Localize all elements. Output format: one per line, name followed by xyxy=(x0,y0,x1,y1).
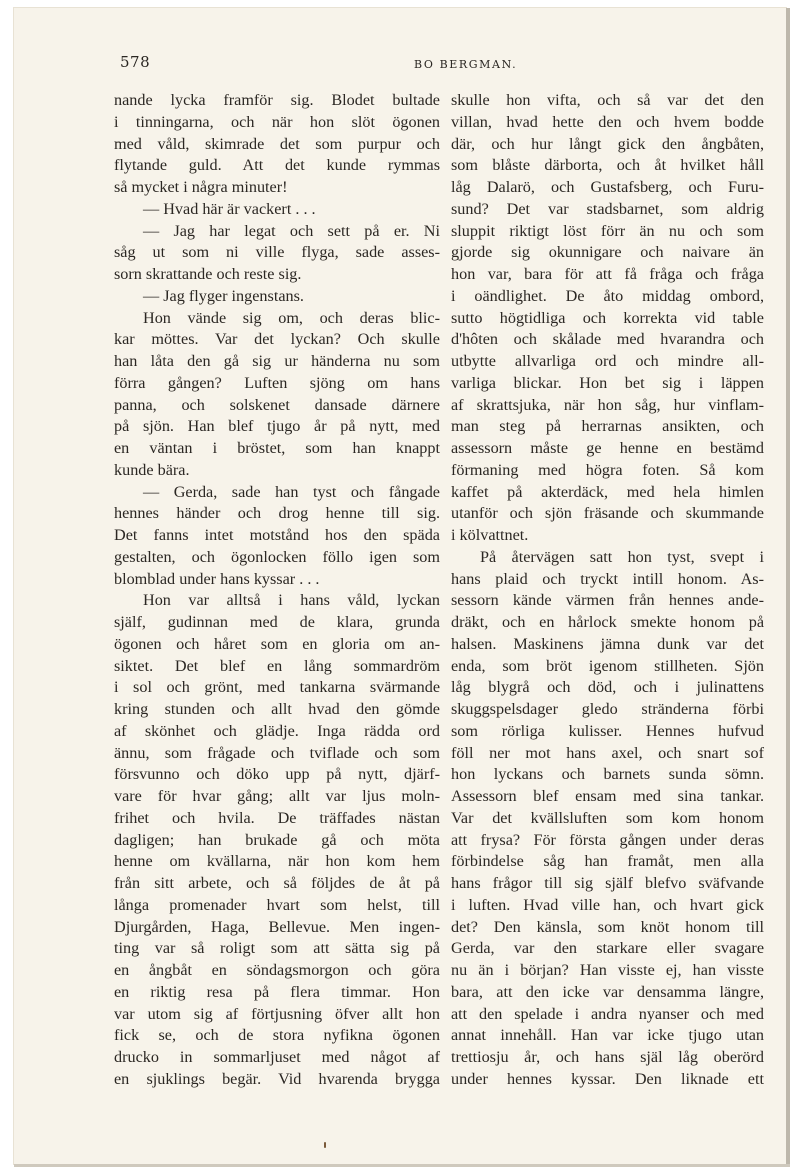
text-line: en ångbåt en söndagsmorgon och göra xyxy=(114,961,440,979)
text-line: i luften. Hvad ville han, och hvart gick xyxy=(451,895,764,914)
text-line: Det fanns intet motstånd hos den späda xyxy=(114,526,440,544)
text-line: föll ner mot hans axel, och snart sof xyxy=(451,743,764,762)
text-line: ännu, som frågade och tviflade och som xyxy=(114,743,440,762)
ink-speck xyxy=(324,1142,326,1148)
text-line: hans frågor till sig själf blefvo sväfvande xyxy=(451,874,764,892)
text-line: skulle hon vifta, och så var det den xyxy=(451,91,764,109)
text-line: frihet och hvila. De träffades nästan xyxy=(114,808,440,827)
text-line: försvunno och döko upp på nytt, djärf- xyxy=(114,765,440,784)
text-line: var utom sig af förtjusning öfver allt hon xyxy=(114,1004,440,1023)
text-line: kaffet på akterdäck, med hela himlen xyxy=(451,482,764,501)
text-line: hon var, bara för att få fråga och fråga xyxy=(451,265,764,283)
text-line: ögonen och håret som en gloria om an- xyxy=(114,634,440,653)
text-line: att frysa? För första gången under deras xyxy=(451,830,764,849)
page-number: 578 xyxy=(120,53,151,71)
text-line: skuggspelsdager gledo stränderna förbi xyxy=(451,700,764,718)
text-line: förra gången? Luften sjöng om hans xyxy=(114,373,440,392)
text-line: gjorde sig okunnigare och naivare än xyxy=(451,243,764,262)
text-line: assessorn måste ge henne en bestämd xyxy=(451,439,764,457)
right-text-column xyxy=(451,90,764,1091)
text-line: på sjön. Han blef tjugo år på nytt, med xyxy=(114,417,440,436)
page-edge-shadow-bottom xyxy=(14,1164,790,1167)
text-line: af skönhet och glädje. Inga rädda ord xyxy=(114,721,440,740)
text-line: hon lyckans och barnets sunda sömn. xyxy=(451,765,764,784)
text-line: blomblad under hans kyssar . . . xyxy=(114,569,320,588)
text-line: — Jag flyger ingenstans. xyxy=(143,286,304,305)
text-line: panna, och solskenet dansade därnere xyxy=(114,395,440,414)
text-line: sluppit riktigt löst förr än nu och som xyxy=(451,221,764,240)
text-line: — Gerda, sade han tyst och fångade xyxy=(143,482,440,501)
text-line: kring stunden och allt hvad den gömde xyxy=(114,700,440,718)
text-line: hans plaid och tryckt intill honom. As- xyxy=(451,569,764,588)
text-line: fick se, och de stora nyfikna ögonen xyxy=(114,1026,440,1045)
text-line: trettiosju år, och hans själ låg oberörd xyxy=(451,1048,764,1066)
text-line: ting var så roligt som att sätta sig på xyxy=(114,939,440,958)
text-line: under hennes kyssar. Den liknade ett xyxy=(451,1069,764,1088)
text-line: som rörliga kulisser. Hennes hufvud xyxy=(451,721,764,740)
text-line: — Hvad här är vackert . . . xyxy=(143,199,316,218)
text-line: d'hôten och skålade med hvarandra och xyxy=(451,330,764,349)
text-line: henne om kvällarna, när hon kom hem xyxy=(114,852,440,871)
text-line: dräkt, och en hårlock smekte honom på xyxy=(451,613,764,631)
text-line: som blåste därborta, och åt hvilket håll xyxy=(451,156,764,175)
text-line: nande lycka framför sig. Blodet bultade xyxy=(114,91,440,109)
text-line: flytande guld. Att det kunde rymmas xyxy=(114,156,440,175)
text-line: han låta den gå sig ur händerna nu som xyxy=(114,352,440,370)
text-line: med våld, skimrade det som purpur och xyxy=(114,134,440,153)
text-line: en väntan i bröstet, som han knappt xyxy=(114,439,440,457)
text-line: kunde bära. xyxy=(114,460,190,479)
text-line: förmaning med högra foten. Så kom xyxy=(451,460,764,479)
text-line: sutto högtidliga och korrekta vid table xyxy=(451,308,764,327)
text-line: det? Den känsla, som knöt honom till xyxy=(451,917,764,936)
text-line: kar möttes. Var det lyckan? Och skulle xyxy=(114,330,440,349)
text-line: hennes händer och drog henne till sig. xyxy=(114,504,440,523)
text-line: bara, att den icke var densamma längre, xyxy=(451,982,764,1001)
text-line: utanför och sjön fräsande och skummande xyxy=(451,504,764,523)
text-line: siktet. Det blef en lång sommardröm xyxy=(114,656,440,675)
text-line: enda, som bröt igenom stillheten. Sjön xyxy=(451,656,764,675)
text-line: Var det kvällsluften som kom honom xyxy=(451,808,764,827)
text-line: Djurgården, Haga, Bellevue. Men ingen- xyxy=(114,917,440,936)
text-line: På återvägen satt hon tyst, svept i xyxy=(480,547,764,566)
text-line: i tinningarna, och när hon slöt ögonen xyxy=(114,112,440,131)
text-line: man steg på herrarnas ansikten, och xyxy=(451,417,764,436)
text-line: annat innehåll. Han var icke tjugo utan xyxy=(451,1026,764,1045)
text-line: utbytte allvarliga ord och mindre all- xyxy=(451,352,764,370)
text-line: från sitt arbete, och så följdes de åt på xyxy=(114,874,440,892)
text-line: gestalten, och ögonlocken föllo igen som xyxy=(114,547,440,566)
text-line: Assessorn blef ensam med sina tankar. xyxy=(451,787,764,805)
text-line: Hon vände sig om, och deras blic- xyxy=(143,308,440,327)
text-line: Hon var alltså i hans våld, lyckan xyxy=(143,591,440,610)
text-line: sessorn kände värmen från hennes ande- xyxy=(451,591,764,610)
text-line: i kölvattnet. xyxy=(451,526,529,544)
text-line: förbindelse såg han framåt, men alla xyxy=(451,852,764,871)
text-line: sund? Det var stadsbarnet, som aldrig xyxy=(451,199,764,218)
text-line: af skrattsjuka, när hon såg, hur vinflam- xyxy=(451,395,764,414)
text-line: villan, hvad hette den och hvem bodde xyxy=(451,112,764,131)
text-line: långa promenader hvart som helst, till xyxy=(114,895,440,914)
running-head: BO BERGMAN. xyxy=(414,58,518,71)
text-line: att den spelade i andra nyanser och med xyxy=(451,1004,764,1023)
text-line: Gerda, var den starkare eller svagare xyxy=(451,939,764,958)
text-line: där, och hur långt gick den ångbåten, xyxy=(451,134,764,153)
text-line: drucko in sommarljuset med något af xyxy=(114,1048,440,1066)
left-text-column xyxy=(114,90,440,1091)
text-line: såg ut som ni ville flyga, sade asses- xyxy=(114,243,440,262)
text-line: halsen. Maskinens jämna dunk var det xyxy=(451,634,764,653)
text-line: en sjuklings begär. Vid hvarenda brygga xyxy=(114,1069,440,1088)
text-line: en riktig resa på flera timmar. Hon xyxy=(114,982,440,1001)
text-line: så mycket i några minuter! xyxy=(114,178,288,196)
text-line: vare för hvar gång; allt var ljus moln- xyxy=(114,787,440,805)
text-line: i sol och grönt, med tankarna svärmande xyxy=(114,678,440,697)
page-edge-shadow xyxy=(786,8,790,1164)
text-line: i oändlighet. De åto middag ombord, xyxy=(451,286,764,305)
text-line: låg blygrå och död, och i julinattens xyxy=(451,678,764,697)
text-line: sorn skrattande och reste sig. xyxy=(114,265,302,283)
text-line: nu än i början? Han visste ej, han visste xyxy=(451,961,764,979)
text-line: låg Dalarö, och Gustafsberg, och Furu- xyxy=(451,178,764,196)
text-line: varliga blickar. Hon bet sig i läppen xyxy=(451,373,764,392)
text-line: själf, gudinnan med de klara, grunda xyxy=(114,613,440,631)
text-line: dagligen; han brukade gå och möta xyxy=(114,830,440,849)
text-line: — Jag har legat och sett på er. Ni xyxy=(143,221,440,240)
